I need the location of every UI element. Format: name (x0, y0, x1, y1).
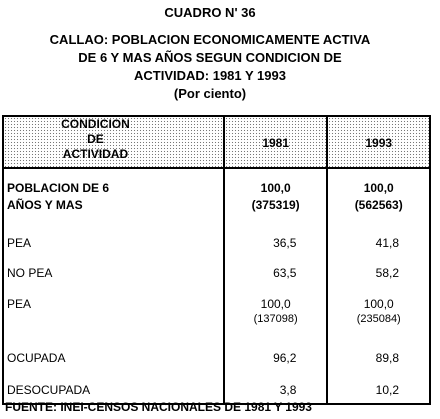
cell-1981 (224, 292, 328, 345)
unit-label: (Por ciento) (173, 86, 247, 101)
cell-1981: 63,5 (224, 262, 328, 292)
cell-1993 (327, 168, 430, 230)
cell-1981-percent: 100,0 (260, 181, 291, 195)
cell-1981: 3,8 (224, 376, 328, 404)
row-label: NO PEA (3, 262, 224, 292)
row-label: DESOCUPADA (3, 376, 224, 404)
cell-1981 (224, 168, 328, 230)
cell-1993-absolute: (562563) (354, 198, 403, 212)
cell-1981: 96,2 (224, 345, 328, 376)
table-row (3, 292, 430, 345)
header-condition-line-3: ACTIVIDAD (62, 147, 129, 161)
cell-1993: 89,8 (327, 345, 430, 376)
table-number: CUADRO N' 36 (164, 5, 256, 20)
table-row (3, 230, 430, 262)
cell-1993: 41,8 (327, 230, 430, 262)
row-label-line-2: AÑOS Y MAS (7, 198, 83, 212)
cell-1993-percent: 100,0 (363, 181, 394, 195)
row-label-line-1: POBLACION DE 6 (7, 181, 110, 195)
cell-1981-absolute: (375319) (251, 198, 300, 212)
row-label: PEA (3, 230, 224, 262)
cell-1993 (327, 292, 430, 345)
header-year-1993 (327, 116, 430, 168)
header-year-1981 (224, 116, 328, 168)
table-title (0, 31, 420, 85)
cell-1981-absolute: (137098) (253, 313, 298, 325)
data-table (2, 115, 431, 405)
cell-1993-percent: 100,0 (363, 297, 394, 311)
header-year-1981-label: 1981 (262, 136, 290, 150)
cell-1993: 10,2 (327, 376, 430, 404)
table-row (3, 345, 430, 376)
table-header-row (3, 116, 430, 168)
row-label: PEA (3, 292, 224, 345)
cell-1981: 36,5 (224, 230, 328, 262)
row-label: OCUPADA (3, 345, 224, 376)
header-condition-line-1: CONDICION (61, 117, 130, 131)
table-row (3, 168, 430, 230)
cell-1981-percent: 100,0 (260, 297, 291, 311)
title-line-1: CALLAO: POBLACION ECONOMICAMENTE ACTIVA (49, 32, 371, 47)
cell-1993: 58,2 (327, 262, 430, 292)
title-line-2: DE 6 Y MAS AÑOS SEGUN CONDICION DE (78, 50, 342, 65)
source-note: FUENTE: INEI-CENSOS NACIONALES DE 1981 Y 1993 (5, 400, 312, 414)
cell-1993-absolute: (235084) (356, 313, 401, 325)
table-row (3, 262, 430, 292)
header-condition (3, 116, 224, 168)
title-line-3: ACTIVIDAD: 1981 Y 1993 (134, 68, 286, 83)
row-label (3, 168, 224, 230)
header-condition-line-2: DE (87, 132, 104, 146)
header-year-1993-label: 1993 (365, 136, 393, 150)
